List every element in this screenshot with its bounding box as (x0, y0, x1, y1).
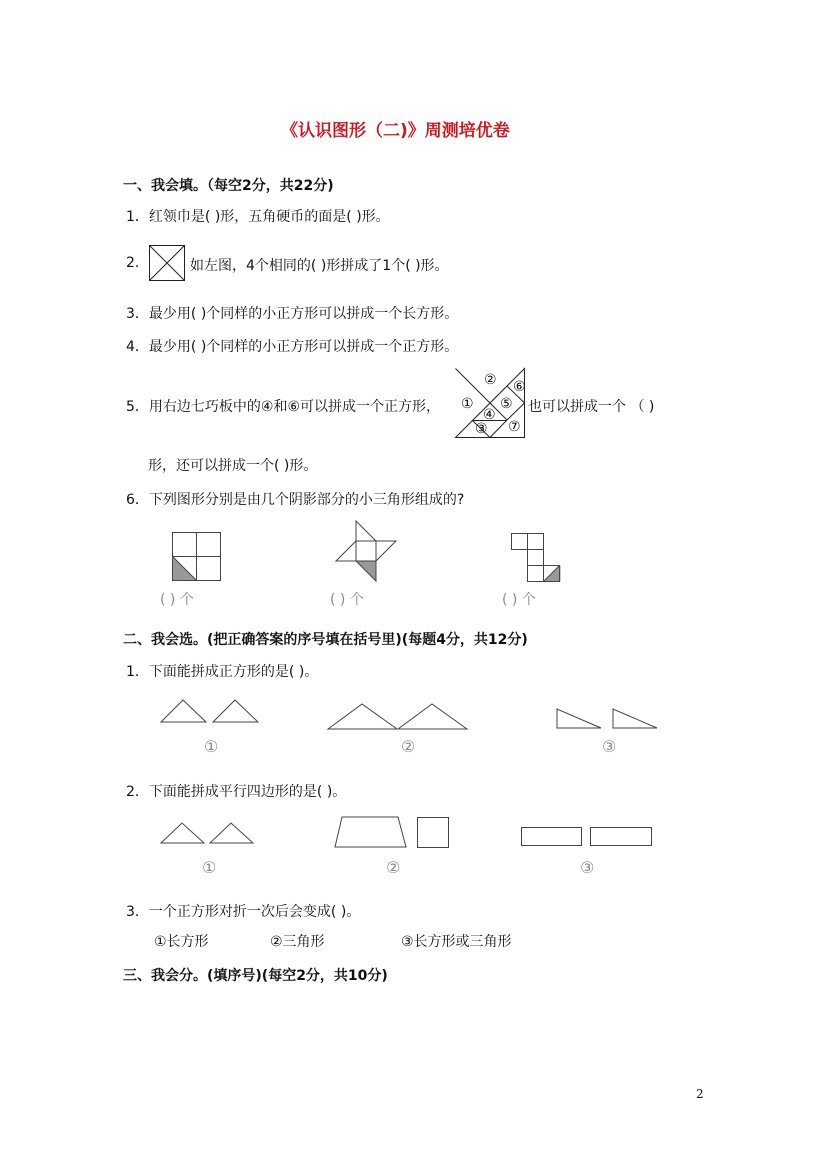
section-1-heading: 一、我会填。（每空2分，共22分) (123, 178, 334, 194)
fill-question-2-text: 如左图，4个相同的( )形拼成了1个( )形。 (190, 258, 449, 274)
choose-question-2: 2．下面能拼成平行四边形的是( )。 (126, 784, 347, 800)
tangram-label-4: ④ (483, 407, 496, 423)
q6-answer-3: ( ) 个 (502, 592, 536, 608)
c2-label-1: ① (202, 858, 217, 877)
q6-answer-2: ( ) 个 (330, 592, 364, 608)
tangram-label-5: ⑤ (500, 396, 513, 412)
fill-question-1: 1．红领巾是( )形，五角硬币的面是( )形。 (126, 209, 390, 225)
q6-figure-1 (172, 532, 222, 582)
q6-figure-3 (511, 533, 563, 583)
c2-label-2: ② (386, 858, 401, 877)
tangram-label-3: ③ (475, 421, 488, 437)
c1-label-1: ① (204, 737, 219, 756)
tangram-label-7: ⑦ (508, 419, 521, 435)
c1-option-3-shapes (556, 708, 660, 730)
fill-question-5-part-c: 形，还可以拼成一个( )形。 (148, 458, 318, 474)
fill-question-5-part-a: 5．用右边七巧板中的④和⑥可以拼成一个正方形， (126, 399, 441, 415)
tangram-label-2: ② (484, 372, 497, 388)
fill-question-2-number: 2. (126, 255, 140, 271)
c3-option-2: ②三角形 (270, 934, 325, 950)
c2-label-3: ③ (580, 858, 595, 877)
fill-question-6: 6．下列图形分别是由几个阴影部分的小三角形组成的? (126, 492, 465, 508)
tangram-label-1: ① (461, 396, 474, 412)
fill-question-5-part-b: 也可以拼成一个 （ ) (528, 399, 655, 415)
c1-option-1-shapes (160, 699, 260, 725)
c2-option-2-shapes (334, 816, 451, 850)
fill-question-4: 4．最少用( )个同样的小正方形可以拼成一个正方形。 (126, 339, 459, 355)
c3-option-3: ③长方形或三角形 (401, 934, 512, 950)
q6-figure-2 (336, 521, 398, 583)
page-title: 《认识图形（二)》周测培优卷 (281, 121, 510, 141)
choose-question-3: 3．一个正方形对折一次后会变成( )。 (126, 904, 361, 920)
fill-question-3: 3．最少用( )个同样的小正方形可以拼成一个长方形。 (126, 306, 459, 322)
c1-label-3: ③ (602, 737, 617, 756)
q6-answer-1: ( ) 个 (160, 592, 194, 608)
c1-label-2: ② (401, 737, 416, 756)
page-number: 2 (696, 1087, 704, 1101)
tangram-label-6: ⑥ (513, 379, 526, 395)
c2-option-1-shapes (160, 822, 256, 846)
choose-question-1: 1．下面能拼成正方形的是( )。 (126, 664, 319, 680)
c2-option-3-shapes (520, 826, 654, 848)
square-diagonals-diagram (149, 245, 186, 282)
c1-option-2-shapes (327, 703, 469, 731)
section-3-heading: 三、我会分。(填序号)(每空2分，共10分) (123, 968, 388, 984)
c3-option-1: ①长方形 (154, 934, 209, 950)
section-2-heading: 二、我会选。(把正确答案的序号填在括号里)(每题4分，共12分) (123, 632, 528, 648)
